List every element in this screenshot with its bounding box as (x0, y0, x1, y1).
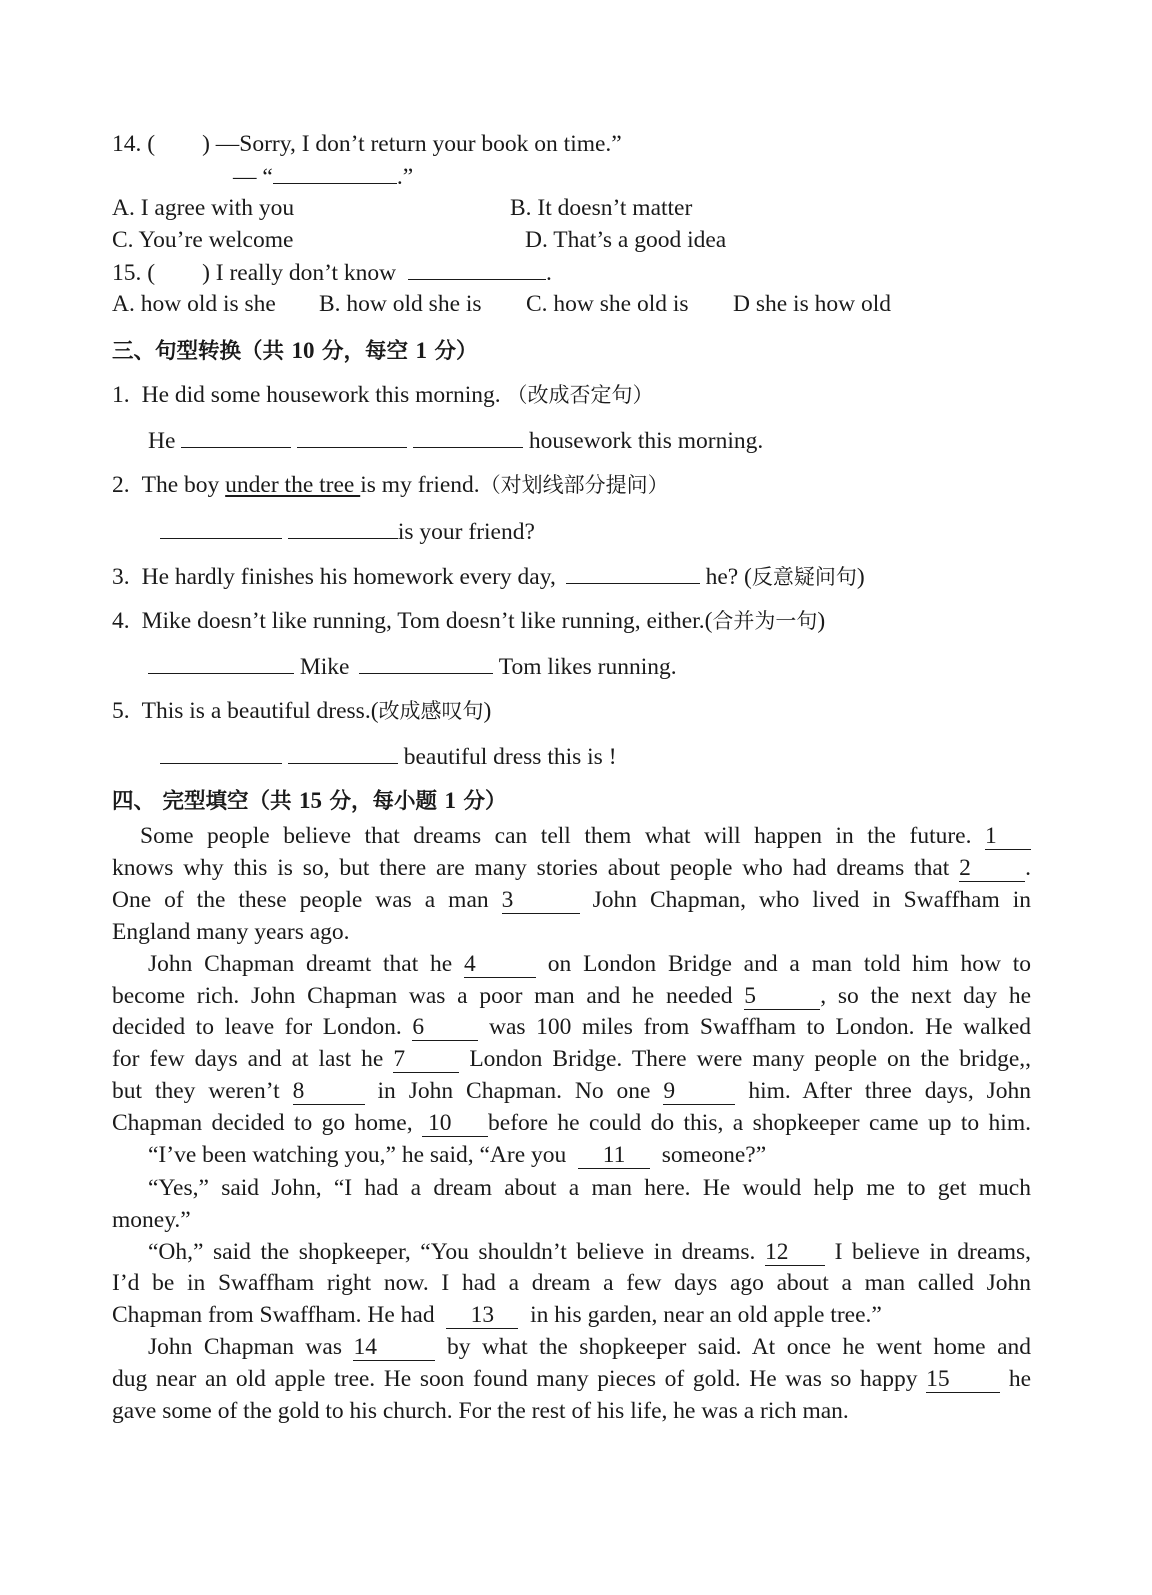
cloze-blank-15[interactable]: 15 (926, 1366, 1000, 1393)
q15-stem: 15. ( ) I really don’t know (112, 260, 397, 286)
cloze-blank-3[interactable]: 3 (502, 887, 580, 914)
cloze-blank-10[interactable]: 10 (422, 1110, 488, 1137)
passage-line: “Oh,” said the shopkeeper, “You shouldn’t believe in dreams. 12 I believe in dreams, (148, 1239, 1032, 1265)
passage-line: for few days and at last he 7 London Bridge. There were many people on the bridge,, (112, 1046, 1032, 1072)
cloze-blank-13[interactable]: 13 (446, 1302, 518, 1329)
s5-answer-line: beautiful dress this is ! (160, 741, 617, 772)
passage-line: become rich. John Chapman was a poor man and he needed 5 , so the next day he (112, 983, 1031, 1009)
q15-option-b: B. how old she is (319, 291, 482, 317)
passage-line: England many years ago. (112, 919, 350, 945)
s2-answer-end: is your friend? (397, 519, 535, 545)
s1-text: He did some housework this morning. (141, 382, 507, 408)
q15-option-d: D she is how old (733, 291, 891, 317)
s5-blank-2[interactable] (288, 741, 398, 764)
q14-option-c: C. You’re welcome (112, 227, 294, 253)
q14-option-d: D. That’s a good idea (525, 227, 727, 253)
s2-blank-2[interactable] (288, 516, 398, 539)
q14-option-a: A. I agree with you (112, 195, 295, 221)
s2-blank-1[interactable] (160, 516, 282, 539)
s2-underlined-phrase: under the tree (225, 472, 361, 498)
s1-number: 1. (112, 382, 130, 408)
s5-line: 5. This is a beautiful dress.(改成感叹句) (112, 698, 492, 724)
s5-instruction: 改成感叹句 (378, 699, 484, 723)
section4-title: 四、 完型填空（共 15 分，每小题 1 分） (112, 788, 507, 814)
s2-answer-line (160, 516, 535, 547)
s2-instruction: （对划线部分提问） (479, 473, 669, 497)
passage-line: One of the these people was a man 3 John Chapman, who lived in Swaffham in (112, 887, 1032, 913)
q14-reply-open: — “ (233, 164, 273, 190)
cloze-blank-12[interactable]: 12 (765, 1239, 825, 1266)
q15-option-c: C. how she old is (526, 291, 689, 317)
s4-blank-2[interactable] (359, 651, 493, 674)
s5-number: 5. (112, 698, 130, 724)
s1-blank-2[interactable] (297, 425, 407, 448)
s1-answer-line (148, 425, 763, 456)
s3-line: 3. He hardly finishes his homework every day, he? (反意疑问句) (112, 561, 865, 592)
cloze-blank-1[interactable]: 1 (985, 823, 1031, 850)
cloze-blank-5[interactable]: 5 (744, 983, 820, 1010)
q14-reply-close: .” (396, 164, 414, 190)
passage-line: Chapman decided to go home, 10 before he could do this, a shopkeeper came up to him. (112, 1110, 1031, 1136)
passage-line: decided to leave for London. 6 was 100 miles from Swaffham to London. He walked (112, 1014, 1032, 1040)
s4-instruction: 合并为一句 (712, 609, 818, 633)
passage-line: John Chapman was 14 by what the shopkeeper said. At once he went home and (148, 1334, 1031, 1360)
q15-end: . (546, 260, 552, 286)
passage-line: Some people believe that dreams can tell them what will happen in the future. 1 (112, 821, 1031, 851)
cloze-blank-2[interactable]: 2 (959, 855, 1025, 882)
s3-number: 3. (112, 564, 130, 590)
q14-reply (233, 161, 413, 192)
passage-line: dug near an old apple tree. He soon found many pieces of gold. He was so happy 15 he (112, 1366, 1032, 1392)
s1-blank-3[interactable] (413, 425, 523, 448)
cloze-blank-6[interactable]: 6 (412, 1014, 478, 1041)
s4-answer-line: Mike Tom likes running. (148, 651, 677, 682)
cloze-blank-8[interactable]: 8 (293, 1078, 365, 1105)
q15-stem-line (112, 257, 552, 288)
s3-instruction: 反意疑问句 (751, 565, 857, 589)
passage-line: I’d be in Swaffham right now. I had a dream a few days ago about a man called John (112, 1270, 1031, 1296)
passage-line: Chapman from Swaffham. He had 13 in his garden, near an old apple tree.” (112, 1302, 882, 1328)
passage-line: “I’ve been watching you,” he said, “Are you 11 someone?” (148, 1142, 767, 1168)
s4-number: 4. (112, 608, 130, 634)
s1-answer-start: He (148, 428, 176, 454)
s1-line (112, 380, 654, 410)
s1-instruction: （改成否定句） (506, 383, 654, 407)
cloze-blank-9[interactable]: 9 (663, 1078, 735, 1105)
cloze-blank-14[interactable]: 14 (353, 1334, 435, 1361)
passage-line: money.” (112, 1207, 191, 1233)
q14-option-b: B. It doesn’t matter (510, 195, 693, 221)
passage-line: knows why this is so, but there are many stories about people who had dreams that 2 . (112, 855, 1032, 881)
cloze-blank-4[interactable]: 4 (464, 951, 536, 978)
s4-line: 4. Mike doesn’t like running, Tom doesn’t like running, either.(合并为一句) (112, 608, 826, 634)
s3-blank[interactable] (566, 561, 700, 584)
s4-blank-1[interactable] (148, 651, 294, 674)
passage-line: but they weren’t 8 in John Chapman. No one 9 him. After three days, John (112, 1078, 1032, 1104)
cloze-blank-7[interactable]: 7 (393, 1046, 459, 1073)
q14-answer-blank[interactable] (273, 161, 397, 184)
s2-line: 2. The boy under the tree is my friend.（对划线部分提问） (112, 472, 669, 498)
s1-answer-end: housework this morning. (523, 428, 764, 454)
cloze-blank-11[interactable]: 11 (578, 1142, 650, 1169)
passage-line: gave some of the gold to his church. For the rest of his life, he was a rich man. (112, 1398, 849, 1424)
s2-number: 2. (112, 472, 130, 498)
passage-line: “Yes,” said John, “I had a dream about a man here. He would help me to get much (148, 1175, 1031, 1201)
s5-blank-1[interactable] (160, 741, 282, 764)
q15-answer-blank[interactable] (408, 257, 546, 280)
passage-line: John Chapman dreamt that he 4 on London Bridge and a man told him how to (148, 951, 1032, 977)
q14-stem: 14. ( ) —Sorry, I don’t return your book on time.” (112, 131, 622, 157)
s1-blank-1[interactable] (181, 425, 291, 448)
q15-option-a: A. how old is she (112, 291, 276, 317)
section3-title: 三、句型转换（共 10 分，每空 1 分） (112, 338, 478, 364)
